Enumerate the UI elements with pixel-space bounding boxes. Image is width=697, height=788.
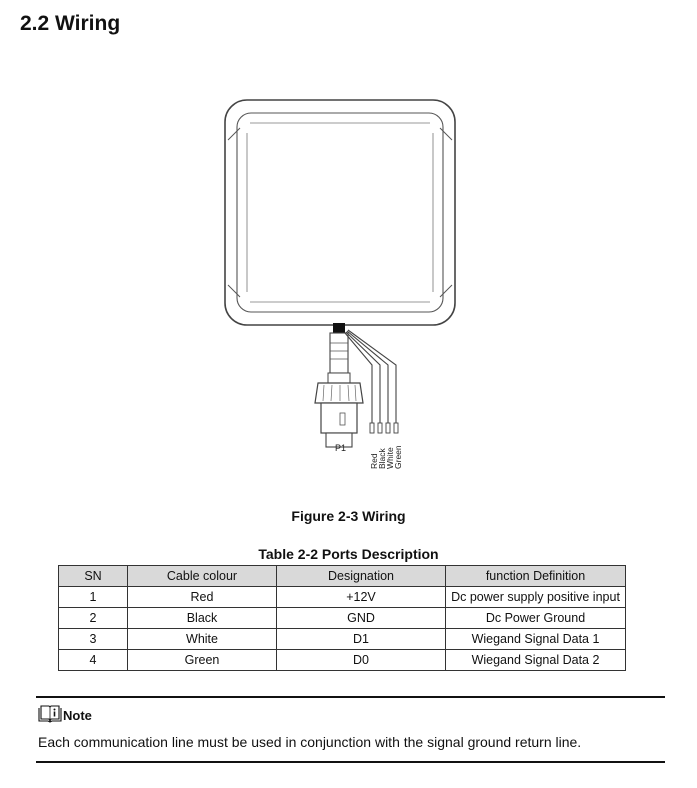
- wiring-diagram: [200, 95, 490, 480]
- note-bottom-divider: [36, 761, 665, 763]
- cell-sn: 1: [59, 587, 128, 608]
- cable-exit-block: [333, 323, 345, 333]
- reader-body-inner: [237, 113, 443, 312]
- cell-designation: D1: [277, 629, 446, 650]
- cell-function: Dc power supply positive input: [446, 587, 626, 608]
- wire-label-black: Black: [377, 448, 387, 469]
- cell-designation: GND: [277, 608, 446, 629]
- note-text: Each communication line must be used in conjunction with the signal ground return line.: [38, 734, 582, 750]
- cell-designation: D0: [277, 650, 446, 671]
- wire-label-red: Red: [369, 453, 379, 469]
- header-cable-colour: Cable colour: [128, 566, 277, 587]
- wire-tip-4: [394, 423, 398, 433]
- wire-tip-3: [386, 423, 390, 433]
- table-row: [59, 587, 626, 608]
- connector-latch: [340, 413, 345, 425]
- cable-sleeve: [330, 333, 348, 373]
- wiring-figure: [200, 95, 490, 480]
- note-top-divider: [36, 696, 665, 698]
- connector-neck: [328, 373, 350, 383]
- table-row: [59, 629, 626, 650]
- wire-label-green: Green: [393, 445, 403, 469]
- table-caption: Table 2-2 Ports Description: [258, 546, 439, 562]
- connector-body: [321, 403, 357, 433]
- wire-tip-1: [370, 423, 374, 433]
- wire-tip-2: [378, 423, 382, 433]
- cell-sn: 4: [59, 650, 128, 671]
- table-row: [59, 608, 626, 629]
- table-row: [59, 650, 626, 671]
- cell-cable-colour: Green: [128, 650, 277, 671]
- note-label: Note: [63, 708, 92, 723]
- cell-cable-colour: Red: [128, 587, 277, 608]
- cell-function: Dc Power Ground: [446, 608, 626, 629]
- table-header-row: [59, 566, 626, 587]
- ports-table: [58, 565, 626, 671]
- note-book-icon: [38, 705, 62, 723]
- note-header: [38, 705, 92, 723]
- cell-function: Wiegand Signal Data 1: [446, 629, 626, 650]
- section-title: 2.2 Wiring: [20, 12, 121, 35]
- header-sn: SN: [59, 566, 128, 587]
- header-designation: Designation: [277, 566, 446, 587]
- wire-label-white: White: [385, 447, 395, 469]
- port-label-p1: P1: [335, 443, 347, 453]
- cell-cable-colour: Black: [128, 608, 277, 629]
- cell-sn: 3: [59, 629, 128, 650]
- cell-designation: +12V: [277, 587, 446, 608]
- header-function-definition: function Definition: [446, 566, 626, 587]
- cell-sn: 2: [59, 608, 128, 629]
- cell-cable-colour: White: [128, 629, 277, 650]
- figure-caption: Figure 2-3 Wiring: [291, 508, 406, 524]
- cell-function: Wiegand Signal Data 2: [446, 650, 626, 671]
